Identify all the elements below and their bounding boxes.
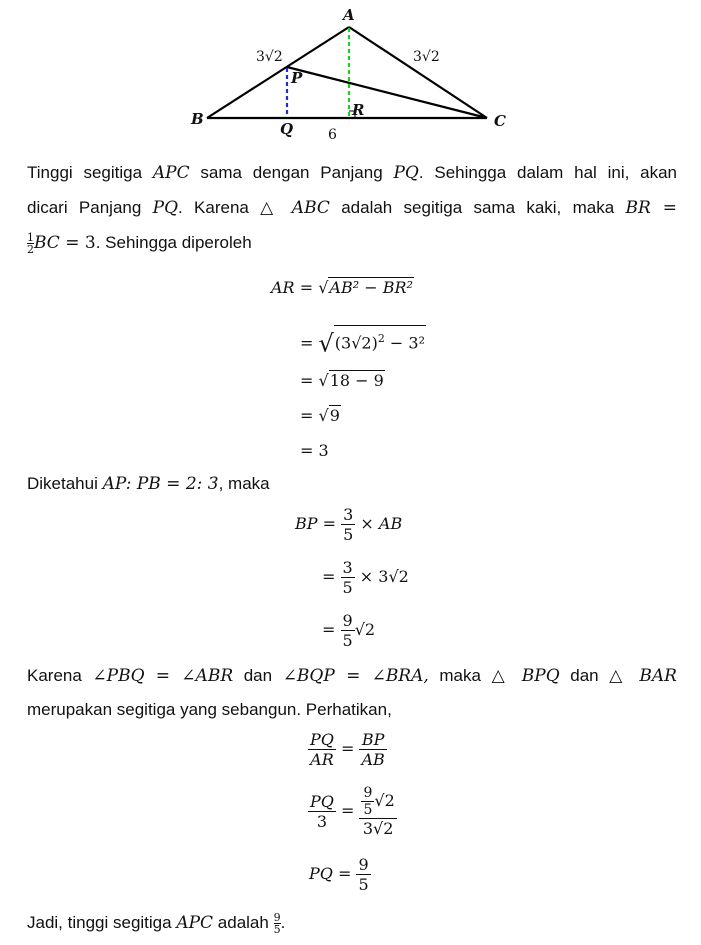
paragraph-2-line-2: merupakan segitiga yang sebangun. Perhatikan, [27, 700, 392, 719]
text: Diketahui [27, 474, 103, 493]
conclusion-line: Jadi, tinggi segitiga APC adalah $\frac{9}{5}$ . [27, 911, 286, 936]
vertex-c-label: C [494, 112, 506, 130]
ar-line-5: = 3 [300, 441, 329, 460]
math-bc: BC [34, 232, 60, 253]
side-ac [349, 27, 487, 118]
math-br: BR = [625, 198, 677, 218]
ratio-line [27, 474, 270, 494]
bp-line-2: = $\frac{3}{5}$ × 3√2 [322, 558, 409, 597]
ar-line-1: AR = √AB² − BR² [271, 278, 413, 297]
bp-line-3: = $\frac{9}{5}$ √2 [322, 611, 376, 650]
text: Tinggi segitiga [27, 163, 153, 182]
side-ab-length: 3√2 [256, 49, 283, 65]
triangle-lines [207, 27, 487, 118]
text: . Sehingga dalam hal ini, akan [418, 163, 677, 182]
math-pq: PQ [393, 163, 419, 183]
vertex-q-label: Q [280, 120, 294, 138]
ar-line-3: = √18 − 9 [300, 371, 384, 390]
text: adalah segitiga sama kaki, maka [329, 198, 626, 217]
text: , maka [218, 474, 270, 493]
side-bc-length: 6 [328, 127, 337, 143]
math-apc: APC [152, 163, 190, 183]
ar-line-2: = $√(3√2)^2 - 3^2$ [300, 325, 426, 357]
text: dicari Panjang [27, 198, 153, 217]
triangle-figure [0, 0, 701, 150]
vertex-a-label: A [343, 6, 355, 24]
vertex-r-label: R [352, 101, 365, 119]
paragraph-2-line-1: Karena ∠PBQ = ∠ABR dan ∠BQP = ∠BRA, maka △ BPQ dan △ BAR [27, 666, 677, 686]
segment-pc [287, 67, 487, 118]
math-triangle-abc: △ ABC [260, 198, 330, 218]
side-ab [207, 27, 349, 118]
side-ac-length: 3√2 [413, 49, 440, 65]
text: . Karena [178, 198, 261, 217]
math-pq: PQ [152, 198, 179, 218]
math-ratio: AP: PB = 2: 3 [102, 474, 219, 494]
math-eq-3: = 3 [59, 232, 96, 253]
paragraph-1-line-3 [27, 232, 252, 255]
fraction-half: $\frac{1}{2}$ [27, 231, 34, 256]
text: sama dengan Panjang [189, 163, 394, 182]
text: . Sehingga diperoleh [95, 232, 252, 252]
sim-line-1: $\frac{PQ}{AR}$ = $\frac{BP}{AB}$ [310, 730, 385, 769]
fraction-nine-fifths: $\frac{9}{5}$ [273, 911, 281, 936]
paragraph-1-line-1 [27, 163, 677, 183]
sim-line-3: PQ = $\frac{9}{5}$ [309, 855, 369, 894]
ar-line-4: = √9 [300, 406, 340, 425]
paragraph-1-line-2 [27, 198, 677, 218]
vertex-p-label: P [291, 69, 303, 87]
bp-line-1: BP = $\frac{3}{5}$ × AB [295, 505, 403, 544]
vertex-b-label: B [191, 110, 204, 128]
sim-line-2: $\frac{PQ}{3}$ = $\frac{9}{5}$ √2 3√2 [310, 785, 395, 838]
